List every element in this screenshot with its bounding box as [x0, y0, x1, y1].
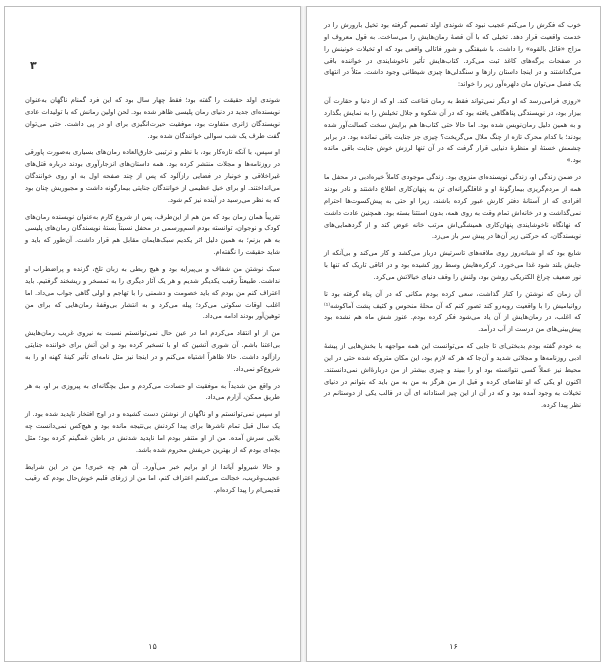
page-number: ۱۶	[449, 642, 458, 651]
paragraph: و حالا شیرولو آیاندا از او برایم خبر می‌آورد. آن هم چه خبری! من در این شرایط عجیب‌وغریب، خجالت می‌کشم اعتراف کنم، اما من از ژرفای قلبم خوش‌حال بودم که رقیب قدیمی‌ام را پیدا کرده‌ام.	[25, 462, 280, 495]
paragraph: تقریباً همان زمان بود که من هم از این‌طرف، پس از شروع کارم به‌عنوان نویسنده رمان‌های کودک و نوجوان، توانسته بودم اسم‌ورسمی در محفل نسبتاً بستهٔ نویسندگان رمان‌های پلیسی به هم بزنم؛ به همین دلیل اثر یکدیم سبک‌هایمان مقابل هم قرار داشت. آن‌طور که باید و شاید حقیقت را نگفته‌ام.	[25, 212, 280, 257]
right-page	[306, 6, 601, 662]
chapter-number: ۳	[30, 59, 37, 72]
paragraph: او سپس، با آنکه تازه‌کار بود، با نظم و ترتیبی خارق‌العاده رمان‌های بسیاری به‌صورت پاورقی در روزنامه‌ها و مجلات منتشر کرده بود. همه داستان‌های انزجارآوری بودند درباره قتل‌های غیراخلاقی و خونبار در فضایی رازآلود که پس از چند صفحه اول به او روی خوانندگان می‌انداختند. او برای خیل عظیمی از خوانندگان جنایتی بیمارگونه داشت و مجبوریش چنان بود که به نظر می‌رسید در آینده نیز کم شود.	[25, 148, 280, 204]
paragraph: خوب که فکرش را می‌کنم عجیب نبود که شوندی اولد تصمیم گرفته بود تخیل بارورش را در خدمت واقعیت قرار دهد. تخیلی که با آن قصهٔ رمان‌هایش را می‌ساخت. به قول معروف او مزاج «قاتل بالقوه» را داشت. با شیفتگی و شور فاتالی واقعی بود که او تخیلات خونینش را در صفحات برگه‌های کاغذ ثبت می‌کرد. کتاب‌هایش تأثیر ناخوشایندی در خواننده باقی می‌گذاشتند و در اینجا داستان رازها و سنگدلی‌ها چیزی شیطانی وجود داشت. مثلاً در انتهای یک فصل می‌توان مان دلهره‌آور زیر را خواند:	[324, 21, 581, 89]
page-number: ۱۵	[148, 642, 157, 651]
paragraph: در ضمن زندگی او، زندگی نویسنده‌ای منزوی بود. زندگی موجودی کاملاً خیره‌ادبی در محفل ما همه از مردم‌گریزی بیمارگونهٔ او و غافلگیرانه‌ای تن به پنهان‌کاری اطلاع داشتند و نادر بودند افرادی که از آستانهٔ دفتر کارش عبور کرده باشند، زیرا او حتی به پیش‌کسوت‌ها احترام نمی‌گذاشت و در خانه‌اش تمام وقت به روی همه، بدون استثنا بسته بود. همچنین عادت داشت که نهانگاه ناخوشایندی پنهان‌کاری همیشگی‌اش مرتب خانه عوض کند و از گردهمایی‌های نویسندگان، که حرکتی زیر آن‌ها در پیش سر باز می‌زد.	[324, 173, 581, 241]
paragraph: او سپس نمی‌توانستم و او ناگهان از نوشتن دست کشیده و در اوج افتخار ناپدید شده بود. از یک سال قبل تمام ناشرها برای پیدا کردنش بی‌نتیجه مانده بود و هیچ‌کس نمی‌دانست چه بلایی سرش آمده. من از او متنفر بودم اما ناپدید شدنش در باطن غمگینم کرده بود؛ مثل بچه‌ای بودم که از بهترین حریفش محروم شده باشد.	[25, 410, 280, 454]
paragraph: من از او انتقاد می‌کردم اما در عین حال نمی‌توانستم نسبت به نیروی غریب رمان‌هایش بی‌اعتنا باشم. آن شوری آتشین که او با تسخیر کرده بود و این آتش برای خواننده جنایتی رازآلود داشت. حالا ظاهراً اشتیاه می‌کنم و در اینجا نیز مثل نامه‌ای تأثیر کینهٔ کهنه او را به شروع‌کو نمی‌داد.	[25, 329, 280, 373]
left-page-body	[25, 95, 280, 502]
paragraph: شوندی اولد حقیقت را گفته بود؛ فقط چهار سال بود که این فرد گمنام ناگهان به‌عنوان نویسنده‌ای جدید در دنیای رمان پلیسی ظاهر شده بود. لحن اولین رمانش که با تولیدات عادی نویسندگان ژانری متفاوت بود، موفقیت حیرت‌انگیزی برای او در پی داشت. حتی می‌توان گفت طرف یک شب سوالی خوانندگان شده بود.	[25, 96, 280, 140]
right-page-body	[324, 20, 581, 417]
paragraph: سبک نوشتن من شفاف و بی‌پیرایه بود و هیچ ربطی به زبان تلخ، گزنده و پراضطراب او نداشت. طبیعتاً رقیب یکدیگر شدیم و هر یک آثار دیگری را به تمسخر و ریشخند گرفتیم. باید اعتراف کنم من بودم که باید خصومت و دشمنی را با تهاجم و اولی گاهی جواب می‌داد. اما اغلب اوقات سکوتی می‌کرد؛ پیله می‌کرد و به انتشار بی‌وقفهٔ رمان‌هایی که برای من توهین‌آور بودند ادامه می‌داد.	[25, 264, 280, 321]
paragraph: شایع بود که او شبانه‌روز روی ملافه‌های تاسرتیش درباز می‌کشد و کار می‌کند و بی‌آنکه از جایش بلند شود غذا می‌خورد. کرکره‌هایش وسط روز کشیده بود و در اتاقی تاریک که تنها با نور ضعیف چراغ الکتریکی روشن بود، ولنش را وقف دنیای خیالاتش می‌کرد.	[324, 249, 581, 281]
paragraph: آن زمان که نوشتن را کنار گذاشت، سعی کرده بودم مکانی که در آن پناه گرفته بود تا روانیامیش را با واقعیت روبه‌رو کند تصور کنم که آن محلهٔ منحوس و کثیف پشت آماکوشه⁽¹⁾ که اغلب، در رمان‌هایش از آن یاد می‌شود فکر کرده بودم. عنوز شش ماه هم نشده بود پیش‌بینی‌های من درست از آب درآمد.	[324, 289, 581, 334]
paragraph: «روزی فرامی‌رسد که او دیگر نمی‌تواند فقط به رمان قناعت کند. او که از دنیا و حقارت آن بیزار بود، در نویسندگی پناهگاهی یافته بود که در آن شکوه و جلال تخیلش را به نمایش بگذارد و به همین دلیل رمان‌نویس شده بود. اما حالا حتی کتاب‌ها هم برایش سخت کسالت‌آور شده بودند؛ با کدام محرک تازه از چنگ ملال می‌گریخت؟ چیزی جز جنایت باقی نمانده بود. در برابر چشمش خستهٔ او منظرهٔ دنیایی قرار گرفت که در آن تنها لرزش خوش جنایت باقی مانده بود.»	[324, 97, 581, 165]
left-page	[4, 6, 301, 662]
paragraph: به خودم گفته بودم بدبختی‌ای تا جایی که می‌توانست این همه مواجهه با بخش‌هایی از پیشهٔ ادبی روزنامه‌ها و مجلاتی شدید و آن‌جا که هر که لازم بود، این مکان متروکه شده حتی در این محیط نیز عملاً کسی نتوانسته بود او را ببیند و چیزی بیشتر از من دربارهٔ‌اش نمی‌دانستند. اکنون او یکی که او تقاضای کرده و قبل از من هرگز به من به من باید که بتوانم در دنیای تخیلات به وجود آمده بود و که در آن از این چیز استادانه ای آن در قالب یکی از دوستانم در نظر پیدا کرده.	[324, 342, 581, 410]
paragraph: در واقع من شدیداً به موفقیت او حسادت می‌کردم و میل بچگانه‌ای به پیروزی بر او، به هر طریق ممکن، آزارم می‌داد.	[25, 381, 280, 402]
